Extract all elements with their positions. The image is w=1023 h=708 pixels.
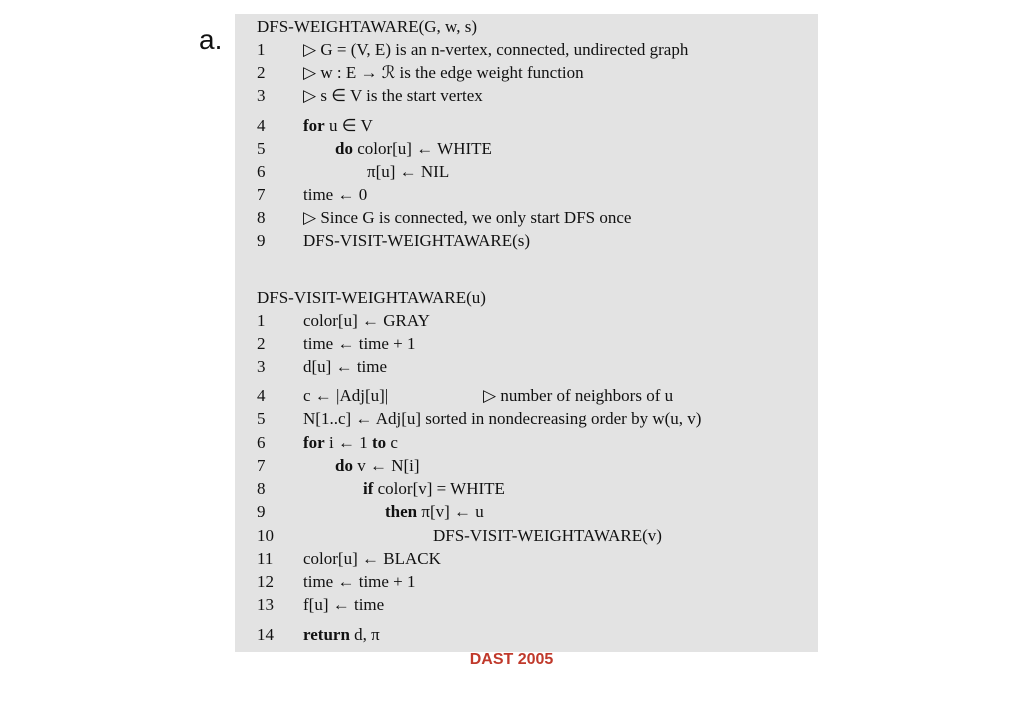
code-body: i ← 1 — [324, 433, 372, 452]
code-body: color[v] = WHITE — [373, 479, 505, 498]
code-text: color[u] ← BLACK — [303, 549, 441, 568]
footer-credit: DAST 2005 — [469, 651, 554, 668]
code-text — [335, 455, 420, 477]
code-text: color[u] ← GRAY — [303, 311, 430, 330]
line-number: 4 — [257, 386, 266, 405]
proc2-title: DFS-VISIT-WEIGHTAWARE(u) — [257, 288, 486, 307]
line-number: 6 — [257, 433, 266, 452]
code-text: DFS-VISIT-WEIGHTAWARE(s) — [303, 231, 531, 250]
line-number: 9 — [257, 502, 266, 521]
line-number: 3 — [257, 86, 266, 105]
code-text — [303, 432, 398, 454]
line-number: 14 — [257, 625, 274, 644]
line-number: 1 — [257, 40, 266, 59]
line-number: 3 — [257, 357, 266, 376]
line-number: 6 — [257, 162, 266, 181]
code-text — [363, 478, 505, 500]
code-body: d, π — [349, 625, 380, 644]
code-text: time ← 0 — [303, 185, 368, 204]
line-number: 2 — [257, 63, 266, 82]
code-text: c ← |Adj[u]| — [303, 386, 389, 405]
code-text — [385, 501, 484, 523]
keyword: if — [363, 479, 374, 498]
keyword: return — [303, 625, 350, 644]
line-number: 4 — [257, 116, 266, 135]
line-number: 10 — [257, 526, 274, 545]
line-number: 5 — [257, 139, 266, 158]
code-text: ▷ w : E → ℛ is the edge weight function — [303, 63, 584, 82]
line-number: 7 — [257, 185, 266, 204]
code-body: color[u] ← WHITE — [352, 139, 492, 158]
code-text: ▷ G = (V, E) is an n-vertex, connected, undirected graph — [303, 40, 689, 59]
line-number: 11 — [257, 549, 274, 568]
code-text: DFS-VISIT-WEIGHTAWARE(v) — [433, 526, 662, 545]
keyword: for — [303, 433, 325, 452]
code-text: ▷ s ∈ V is the start vertex — [303, 86, 483, 105]
code-text: f[u] ← time — [303, 595, 385, 614]
keyword: for — [303, 116, 325, 135]
figure-label: a. — [199, 24, 223, 55]
code-text — [303, 624, 380, 646]
code-body: c — [386, 433, 398, 452]
code-body: v ← N[i] — [352, 456, 420, 475]
keyword: to — [371, 433, 387, 452]
line-number: 5 — [257, 409, 266, 428]
code-text: ▷ Since G is connected, we only start DFS once — [303, 208, 632, 227]
code-text: time ← time + 1 — [303, 334, 416, 353]
code-comment: ▷ number of neighbors of u — [483, 386, 674, 405]
line-number: 2 — [257, 334, 266, 353]
proc1-title: DFS-WEIGHTAWARE(G, w, s) — [257, 17, 477, 36]
line-number: 8 — [257, 479, 266, 498]
code-body: π[v] ← u — [417, 502, 484, 521]
code-text: π[u] ← NIL — [367, 162, 450, 181]
line-number: 1 — [257, 311, 266, 330]
code-text: d[u] ← time — [303, 357, 388, 376]
keyword: do — [335, 139, 353, 158]
line-number: 9 — [257, 231, 266, 250]
line-number: 8 — [257, 208, 266, 227]
line-number: 7 — [257, 456, 266, 475]
code-text — [335, 138, 492, 160]
keyword: do — [335, 456, 353, 475]
keyword: then — [385, 502, 418, 521]
code-body: u ∈ V — [324, 116, 373, 135]
pseudocode-panel — [235, 14, 818, 652]
code-text: time ← time + 1 — [303, 572, 416, 591]
line-number: 12 — [257, 572, 274, 591]
code-text — [303, 115, 373, 137]
line-number: 13 — [257, 595, 274, 614]
code-text: N[1..c] ← Adj[u] sorted in nondecreasing order by w(u, v) — [303, 409, 702, 428]
